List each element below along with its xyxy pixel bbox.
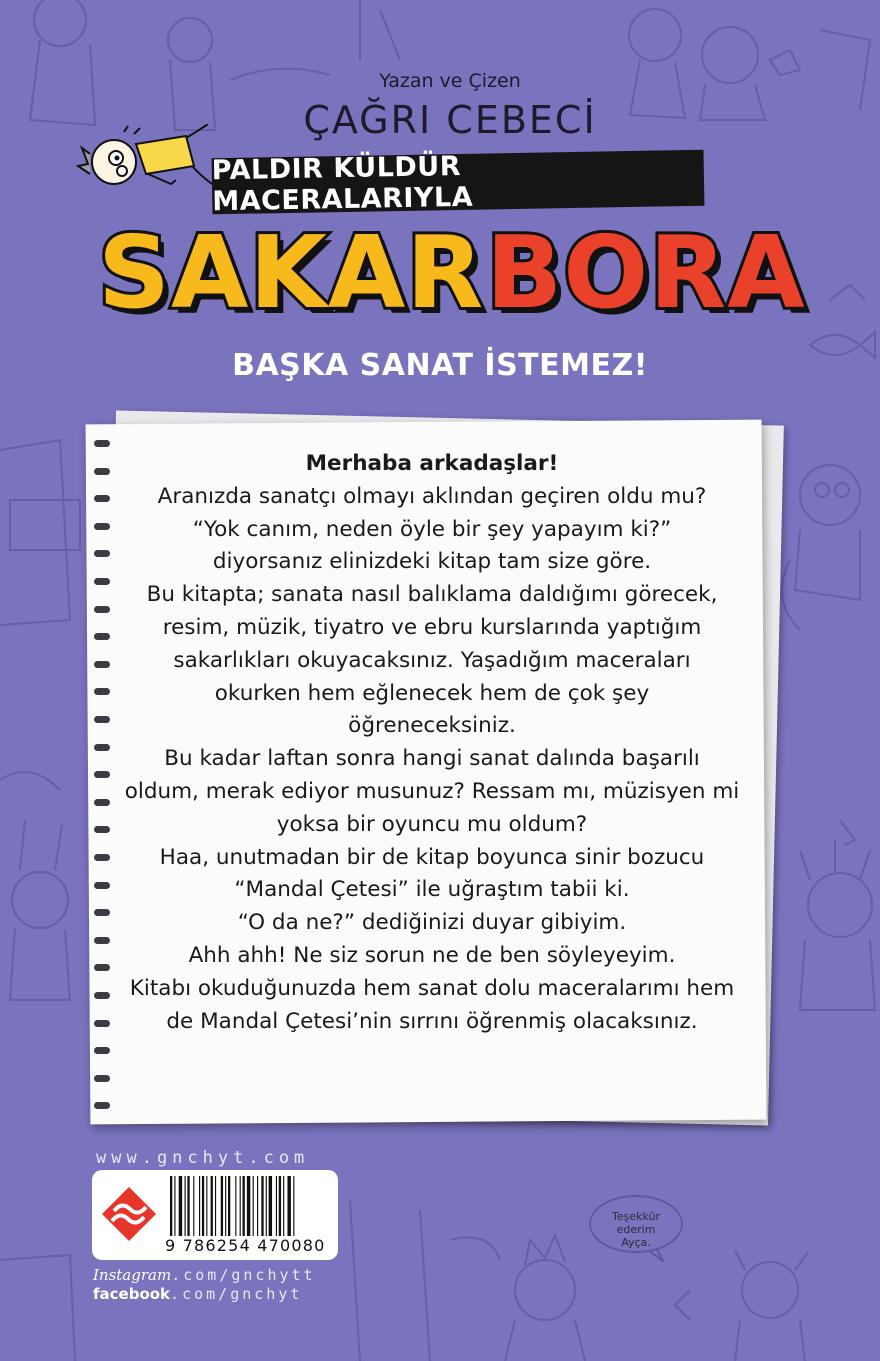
barcode-bar xyxy=(215,1176,216,1236)
barcode-bar xyxy=(293,1176,294,1236)
spiral-hole xyxy=(94,1102,110,1109)
barcode-bar xyxy=(179,1176,182,1236)
barcode-bar xyxy=(240,1176,241,1236)
barcode-bar xyxy=(185,1176,186,1236)
letter-line: oldum, merak ediyor musunuz? Ressam mı, müzisyen mi xyxy=(124,778,740,804)
barcode-bar xyxy=(199,1176,200,1236)
letter-text xyxy=(116,448,748,1038)
spiral-hole xyxy=(94,992,110,999)
barcode-bar xyxy=(225,1176,226,1236)
barcode-bar xyxy=(221,1176,223,1236)
speech-bubble-text xyxy=(586,1210,686,1249)
spiral-hole xyxy=(94,826,110,833)
letter-line: yoksa bir oyuncu mu oldum? xyxy=(276,811,588,837)
letter-line: Haa, unutmadan bir de kitap boyunca sinir bozucu xyxy=(159,844,705,870)
spiral-hole xyxy=(94,633,110,640)
barcode-bar xyxy=(211,1176,213,1236)
letter-line: Aranızda sanatçı olmayı aklından geçiren oldu mu? xyxy=(157,483,707,509)
instagram-label: Instagram xyxy=(93,1266,172,1284)
spiral-hole xyxy=(94,550,110,557)
letter-line: Bu kitapta; sanata nasıl balıklama daldığımı görecek, xyxy=(146,582,718,608)
spiral-hole xyxy=(94,854,110,861)
publisher-logo-icon xyxy=(100,1185,158,1243)
letter-line: “O da ne?” dediğinizi duyar gibiyim. xyxy=(237,910,627,936)
speech-bubble-line: Ayça. xyxy=(621,1236,651,1249)
letter-line: de Mandal Çetesi’nin sırrını öğrenmiş olacaksınız. xyxy=(166,1008,698,1034)
spiral-hole xyxy=(94,523,110,530)
spiral-hole xyxy=(94,688,110,695)
spiral-hole xyxy=(94,716,110,723)
letter-line: “Yok canım, neden öyle bir şey yapayım ki?” xyxy=(192,516,672,542)
isbn-number: 9 786254 470080 xyxy=(165,1236,326,1255)
letter-line: okurken hem eğlenecek hem de çok şey xyxy=(214,680,650,706)
spiral-hole xyxy=(94,661,110,668)
spiral-hole xyxy=(94,495,110,502)
book-title-word2: BORA xyxy=(486,214,806,331)
barcode-bar xyxy=(247,1176,250,1236)
barcode-bar xyxy=(170,1176,172,1236)
letter-line: sakarlıkları okuyacaksınız. Yaşadığım maceraları xyxy=(173,647,691,673)
barcode-bar xyxy=(228,1176,230,1236)
spiral-hole xyxy=(94,468,110,475)
letter-greeting: Merhaba arkadaşlar! xyxy=(305,451,559,476)
book-title-word1: SAKAR xyxy=(98,214,485,331)
book-subtitle: BAŞKA SANAT İSTEMEZ! xyxy=(232,348,648,383)
letter-line: Kitabı okuduğunuzda hem sanat dolu maceralarımı hem xyxy=(129,975,735,1001)
barcode-bar xyxy=(257,1176,258,1236)
barcode-bar xyxy=(235,1176,236,1236)
spiral-hole xyxy=(94,578,110,585)
letter-line: Bu kadar laftan sonra hangi sanat dalında başarılı xyxy=(164,746,700,772)
series-banner-text: PALDIR KÜLDÜR MACERALARIYLA xyxy=(211,150,474,218)
spiral-hole xyxy=(94,440,110,447)
letter-line: resim, müzik, tiyatro ve ebru kurslarında yaptığım xyxy=(162,614,702,640)
speech-bubble-line: Teşekkür xyxy=(611,1210,660,1223)
spiral-hole xyxy=(94,882,110,889)
barcode-bar xyxy=(279,1176,281,1236)
spiral-hole xyxy=(94,799,110,806)
barcode-bar xyxy=(261,1176,263,1236)
barcode-bar xyxy=(276,1176,277,1236)
isbn-barcode xyxy=(168,1176,334,1236)
barcode-bar xyxy=(202,1176,204,1236)
spiral-hole xyxy=(94,1020,110,1027)
barcode-bar xyxy=(253,1176,254,1236)
facebook-link[interactable] xyxy=(93,1285,302,1303)
instagram-path: .com/gnchytt xyxy=(171,1266,316,1284)
letter-line: “Mandal Çetesi” ile uğraştım tabii ki. xyxy=(234,877,630,903)
barcode-bar xyxy=(174,1176,175,1236)
barcode-bar xyxy=(266,1176,267,1236)
facebook-label: facebook xyxy=(93,1285,171,1303)
barcode-bar xyxy=(283,1176,284,1236)
series-banner xyxy=(211,150,705,218)
publisher-website[interactable]: www.gnchyt.com xyxy=(96,1148,310,1168)
speech-bubble-line: ederim xyxy=(616,1223,656,1236)
spiral-holes xyxy=(94,432,114,1118)
instagram-link[interactable] xyxy=(93,1266,316,1284)
facebook-path: .com/gnchyt xyxy=(170,1285,303,1303)
spiral-hole xyxy=(94,937,110,944)
barcode-bar xyxy=(193,1176,194,1236)
barcode-bar xyxy=(269,1176,272,1236)
barcode-bar xyxy=(206,1176,207,1236)
letter-line: diyorsanız elinizdeki kitap tam size göre. xyxy=(212,549,652,575)
spiral-hole xyxy=(94,1047,110,1054)
spiral-hole xyxy=(94,606,110,613)
barcode-bar xyxy=(187,1176,189,1236)
spiral-hole xyxy=(94,1075,110,1082)
spiral-hole xyxy=(94,909,110,916)
barcode-bar xyxy=(243,1176,245,1236)
spiral-hole xyxy=(94,771,110,778)
byline-label: Yazan ve Çizen xyxy=(379,70,521,92)
author-name: ÇAĞRI CEBECİ xyxy=(303,98,597,142)
barcode-bar xyxy=(287,1176,290,1236)
spiral-hole xyxy=(94,964,110,971)
spiral-hole xyxy=(94,744,110,751)
letter-line: öğreneceksiniz. xyxy=(348,713,516,739)
letter-line: Ahh ahh! Ne siz sorun ne de ben söyleyeyim. xyxy=(188,942,676,968)
